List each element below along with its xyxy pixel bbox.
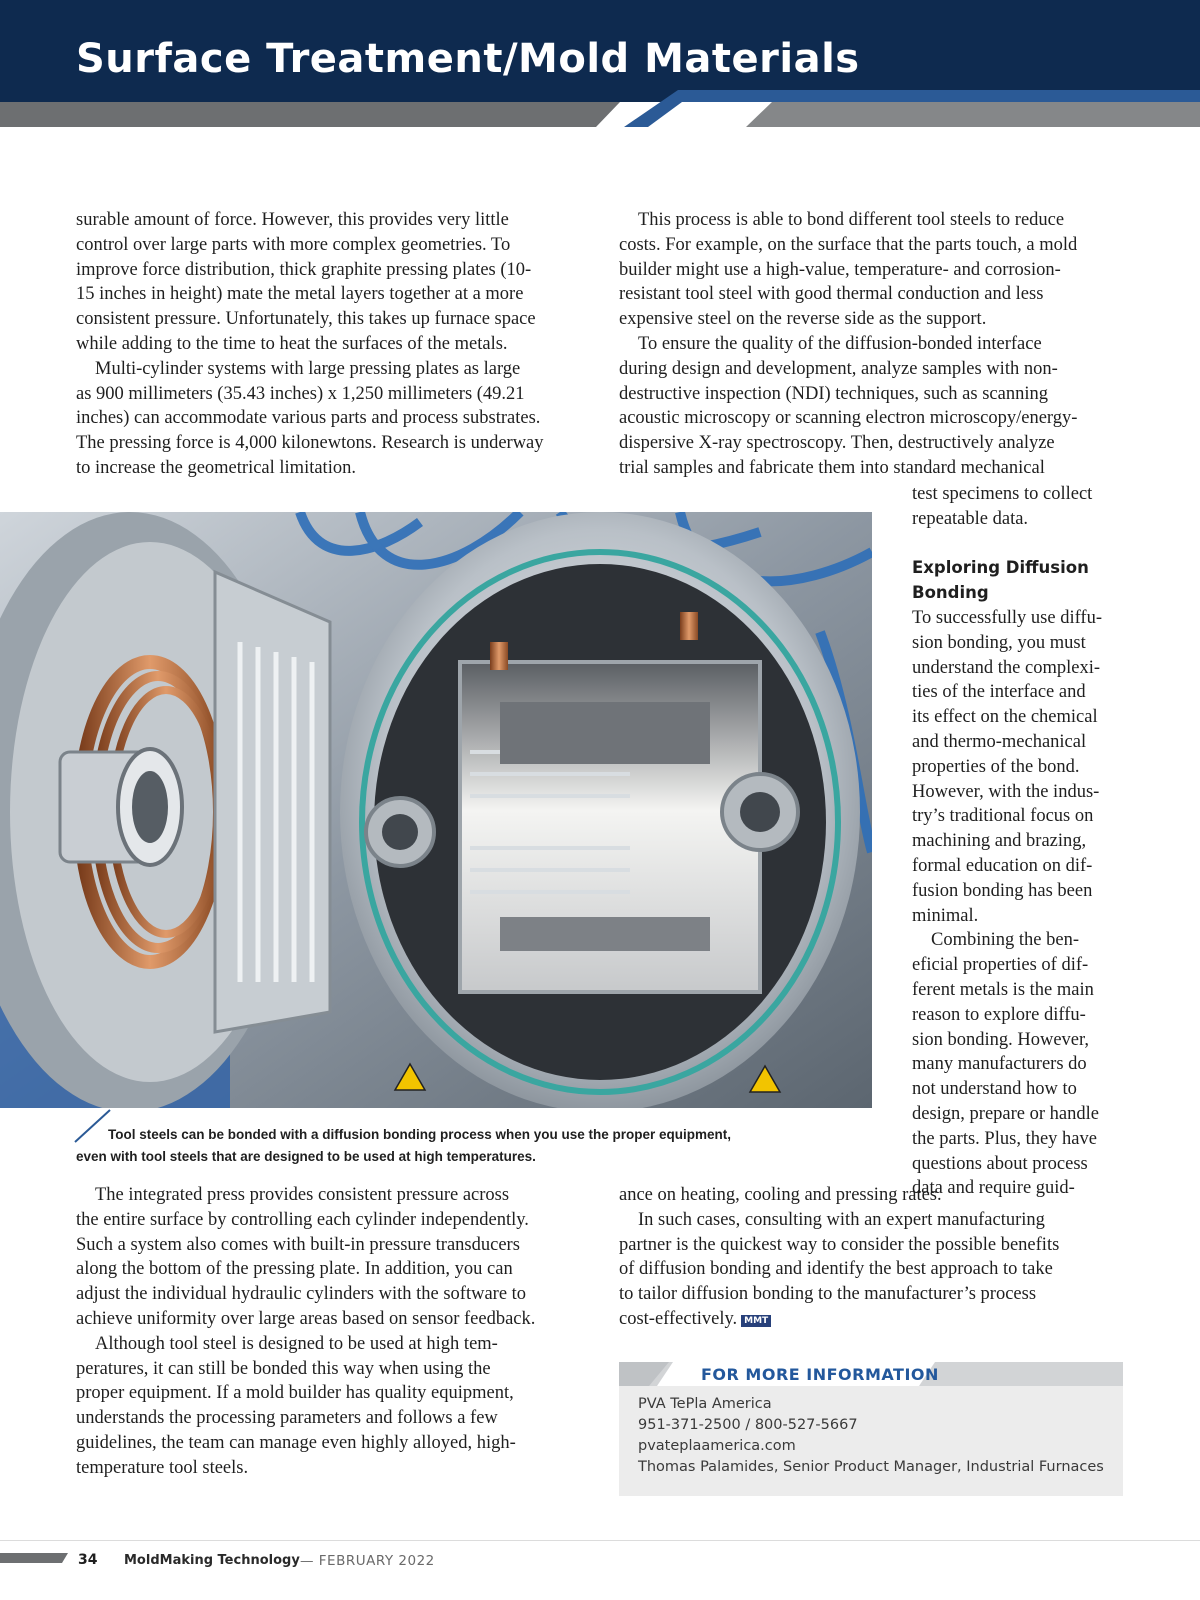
text-line: during design and development, analyze samples with non- xyxy=(619,358,1058,379)
text-line: understand the complexi- xyxy=(912,657,1101,678)
info-box-contacts xyxy=(638,1394,1104,1478)
text-line: sion bonding. However, xyxy=(912,1029,1090,1050)
caption-line-1: Tool steels can be bonded with a diffusion bonding process when you use the proper equipment, xyxy=(108,1127,732,1142)
text-line: Although tool steel is designed to be used at high tem- xyxy=(95,1333,498,1354)
text-line: 15 inches in height) mate the metal layers together at a more xyxy=(76,284,524,305)
text-line: adjust the individual hydraulic cylinders with the software to xyxy=(76,1284,527,1305)
text-line: improve force distribution, thick graphite pressing plates (10- xyxy=(76,259,532,280)
text-line: ferent metals is the main xyxy=(912,979,1094,1000)
text-line: expensive steel on the reverse side as the support. xyxy=(619,309,987,330)
text-line: ties of the interface and xyxy=(912,682,1086,703)
text-line xyxy=(619,1307,1059,1332)
text-line: of diffusion bonding and identify the best approach to take xyxy=(619,1259,1053,1280)
photo-caption xyxy=(76,1124,776,1168)
article-text-top-right xyxy=(619,208,1077,481)
text-line: inches) can accommodate various parts and process substrates. xyxy=(76,408,541,429)
text-line: proper equipment. If a mold builder has quality equipment, xyxy=(76,1383,514,1404)
section-title: Surface Treatment/Mold Materials xyxy=(76,36,860,82)
article-text-narrow-column xyxy=(912,482,1102,1201)
text-line: Multi-cylinder systems with large pressing plates as large xyxy=(95,358,521,379)
text-line: costs. For example, on the surface that the parts touch, a mold xyxy=(619,234,1078,255)
text-line: trial samples and fabricate them into standard mechanical xyxy=(619,457,1045,478)
text-line: builder might use a high-value, temperature- and corrosion- xyxy=(619,259,1061,280)
issue-label: FEBRUARY 2022 xyxy=(318,1553,435,1569)
info-box-title: FOR MORE INFORMATION xyxy=(701,1365,939,1384)
text-line: ance on heating, cooling and pressing rates. xyxy=(619,1185,942,1205)
text-line: control over large parts with more complex geometries. To xyxy=(76,234,511,255)
text-line: while adding to the time to heat the surfaces of the metals. xyxy=(76,333,508,354)
vacuum-furnace-photo xyxy=(0,512,872,1108)
text-line: its effect on the chemical xyxy=(912,707,1098,728)
text-line: Combining the ben- xyxy=(931,930,1079,951)
mmt-end-mark-icon: MMT xyxy=(741,1315,771,1327)
text-line: along the bottom of the pressing plate. In addition, you can xyxy=(76,1259,513,1280)
text-line: test specimens to collect xyxy=(912,484,1093,504)
text-line: partner is the quickest way to consider the possible benefits xyxy=(619,1234,1060,1255)
article-text-bottom-left xyxy=(76,1183,535,1481)
text-line: resistant tool steel with good thermal conduction and less xyxy=(619,284,1044,305)
caption-line-2: even with tool steels that are designed to be used at high temperatures. xyxy=(76,1149,536,1164)
section-subhead: Bonding xyxy=(912,583,989,603)
text-line: to increase the geometrical limitation. xyxy=(76,457,356,478)
text-line: fusion bonding has been xyxy=(912,880,1093,901)
text-line: However, with the indus- xyxy=(912,781,1100,802)
text-line: questions about process xyxy=(912,1153,1088,1174)
text-line: peratures, it can still be bonded this way when using the xyxy=(76,1358,491,1379)
text-line: formal education on dif- xyxy=(912,855,1093,876)
text-line: not understand how to xyxy=(912,1079,1077,1100)
text-line: achieve uniformity over large areas based on sensor feedback. xyxy=(76,1308,536,1329)
text-line: many manufacturers do xyxy=(912,1054,1087,1075)
text-line: as 900 millimeters (35.43 inches) x 1,250 millimeters (49.21 xyxy=(76,383,525,404)
text-line: understands the processing parameters and follows a few xyxy=(76,1408,498,1429)
text-line: This process is able to bond different tool steels to reduce xyxy=(638,210,1065,230)
text-line: acoustic microscopy or scanning electron microscopy/energy- xyxy=(619,408,1078,429)
text-line: properties of the bond. xyxy=(912,756,1080,777)
text-line: the parts. Plus, they have xyxy=(912,1128,1097,1149)
article-text-bottom-right xyxy=(619,1183,1059,1332)
publication-name: MoldMaking Technology xyxy=(124,1553,300,1568)
text-line: dispersive X-ray spectroscopy. Then, destructively analyze xyxy=(619,433,1055,454)
article-text-top-left xyxy=(76,208,544,481)
text-line: To ensure the quality of the diffusion-bonded interface xyxy=(638,333,1042,354)
text-line: and thermo-mechanical xyxy=(912,731,1087,752)
phone-numbers: 951-371-2500 / 800-527-5667 xyxy=(638,1417,858,1433)
text-line: destructive inspection (NDI) techniques, such as scanning xyxy=(619,383,1048,404)
more-info-box xyxy=(619,1362,1123,1496)
website-link[interactable]: pvateplaamerica.com xyxy=(638,1438,796,1454)
text-line: machining and brazing, xyxy=(912,831,1087,852)
text-line: sion bonding, you must xyxy=(912,632,1086,653)
text-line: the entire surface by controlling each cylinder independently. xyxy=(76,1209,529,1230)
page-number: 34 xyxy=(78,1552,98,1568)
contact-person: Thomas Palamides, Senior Product Manager, Industrial Furnaces xyxy=(638,1459,1104,1475)
text-line: to tailor diffusion bonding to the manufacturer’s process xyxy=(619,1284,1037,1305)
text-line: design, prepare or handle xyxy=(912,1103,1099,1124)
text-line: Such a system also comes with built-in pressure transducers xyxy=(76,1234,520,1255)
text-line: eficial properties of dif- xyxy=(912,955,1089,976)
text-line: In such cases, consulting with an expert manufacturing xyxy=(638,1209,1045,1230)
company-name: PVA TePla America xyxy=(638,1396,772,1412)
issue-date xyxy=(300,1553,435,1569)
text-line: data and require guid- xyxy=(912,1178,1075,1199)
text-line: minimal. xyxy=(912,905,979,926)
footer-separator: — xyxy=(300,1553,314,1569)
text-line: To successfully use diffu- xyxy=(912,607,1103,628)
text-line: try’s traditional focus on xyxy=(912,806,1094,827)
text-line: The integrated press provides consistent pressure across xyxy=(95,1185,510,1205)
text-line: temperature tool steels. xyxy=(76,1457,249,1478)
text-line: reason to explore diffu- xyxy=(912,1004,1086,1025)
section-subhead: Exploring Diffusion xyxy=(912,558,1089,578)
text-line-final: cost-effectively. xyxy=(619,1308,738,1329)
text-line: The pressing force is 4,000 kilonewtons. Research is underway xyxy=(76,433,544,454)
text-line: surable amount of force. However, this provides very little xyxy=(76,210,509,230)
text-line: consistent pressure. Unfortunately, this takes up furnace space xyxy=(76,309,536,330)
text-line: guidelines, the team can manage even highly alloyed, high- xyxy=(76,1432,516,1453)
text-line: repeatable data. xyxy=(912,508,1029,529)
